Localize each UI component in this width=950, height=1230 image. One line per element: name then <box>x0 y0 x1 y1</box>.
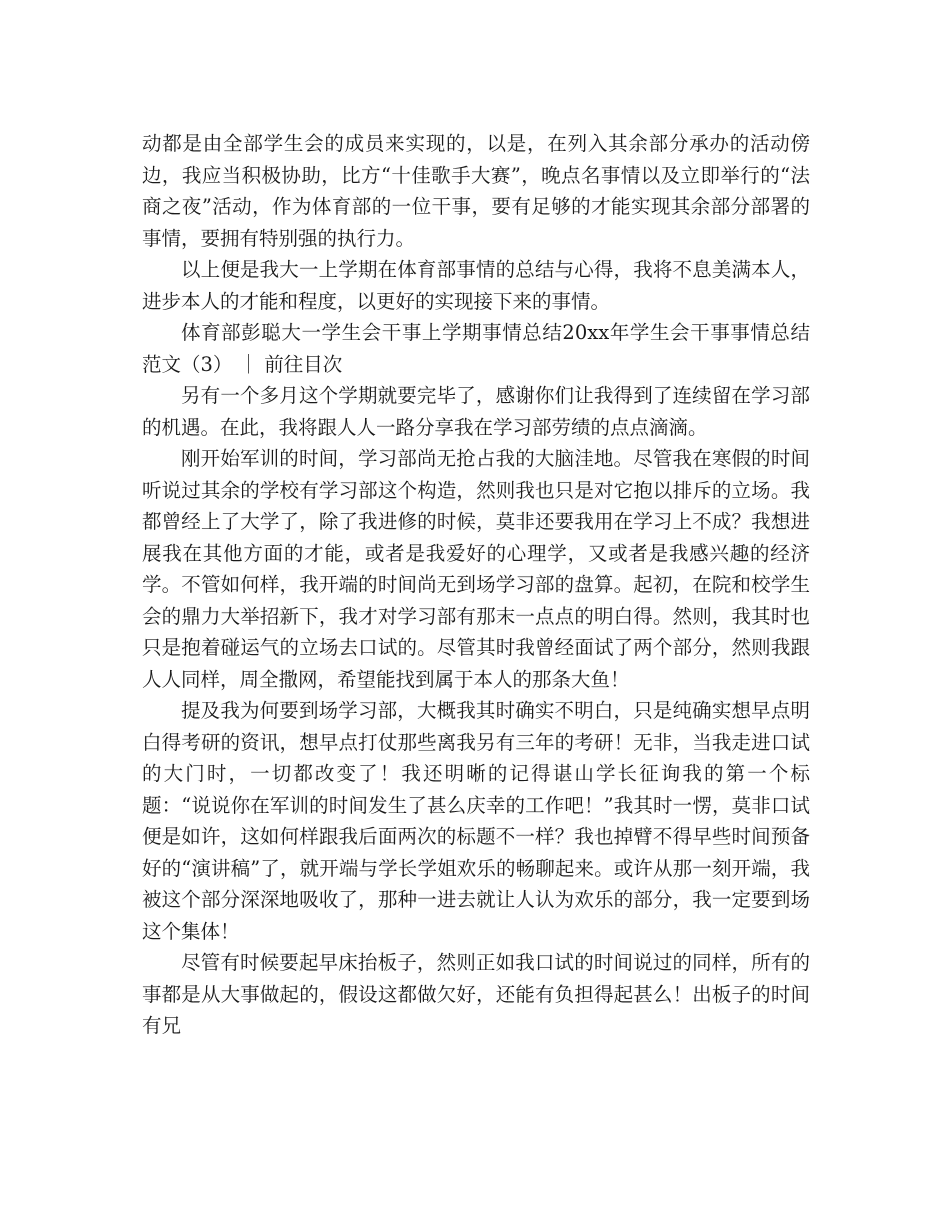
paragraph-5: 刚开始军训的时间，学习部尚无抢占我的大脑洼地。尽管我在寒假的时间听说过其余的学校有学习部这个构造，然则我也只是对它抱以排斥的立场。我都曾经上了大学了，除了我进修的时候，莫非还要我用在学习上不成？我想进展我在其他方面的才能，或者是我爱好的心理学，又或者是我感兴趣的经济学。不管如何样，我开端的时间尚无到场学习部的盘算。起初，在院和校学生会的鼎力大举招新下，我才对学习部有那末一点点的明白得。然则，我其时也只是抱着碰运气的立场去口试的。尽管其时我曾经面试了两个部分，然则我跟人人同样，周全撒网，希望能找到属于本人的那条大鱼！ <box>142 447 810 691</box>
paragraph-4: 另有一个多月这个学期就要完毕了，感谢你们让我得到了连续留在学习部的机遇。在此，我将跟人人一路分享我在学习部劳绩的点点滴滴。 <box>142 384 810 439</box>
paragraph-6: 提及我为何要到场学习部，大概我其时确实不明白，只是纯确实想早点明白得考研的资讯，想早点打仗那些离我另有三年的考研！无非，当我走进口试的大门时，一切都改变了！我还明晰的记得谌山学长征询我的第一个标题：“说说你在军训的时间发生了甚么庆幸的工作吧！”我其时一愣，莫非口试便是如许，这如何样跟我后面两次的标题不一样？我也掉臂不得早些时间预备好的“演讲稿”了，就开端与学长学姐欢乐的畅聊起来。或许从那一刻开端，我被这个部分深深地吸收了，那种一进去就让人认为欢乐的部分，我一定要到场这个集体！ <box>142 699 810 943</box>
paragraph-1: 动都是由全部学生会的成员来实现的，以是，在列入其余部分承办的活动傍边，我应当积极协助，比方“十佳歌手大赛”，晚点名事情以及立即举行的“法商之夜”活动，作为体育部的一位干事，要有足够的才能实现其余部分部署的事情，要拥有特别强的执行力。 <box>142 132 810 250</box>
paragraph-7: 尽管有时候要起早床抬板子，然则正如我口试的时间说过的同样，所有的事都是从大事做起的，假设这都做欠好，还能有负担得起甚么！出板子的时间有兄 <box>142 951 810 1037</box>
paragraph-2: 以上便是我大一上学期在体育部事情的总结与心得，我将不息美满本人，进步本人的才能和程度，以更好的实现接下来的事情。 <box>142 258 810 313</box>
document-body <box>142 128 810 1042</box>
paragraph-3: 体育部彭聪大一学生会干事上学期事情总结20xx年学生会干事事情总结范文（3） ｜ 前往目次 <box>142 321 810 376</box>
